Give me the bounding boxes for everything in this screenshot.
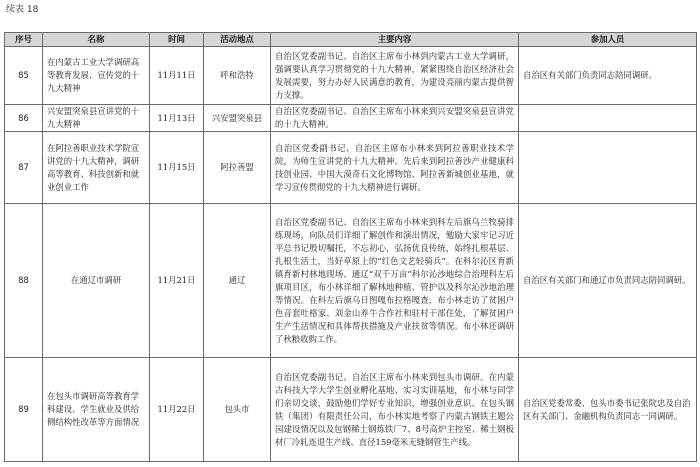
table-header-row [5, 33, 697, 47]
row-content: 自治区党委副书记、自治区主席布小林来到兴安盟突泉县宣讲党的十九大精神。 [271, 105, 519, 132]
header-time: 时间 [150, 33, 204, 47]
row-name: 在通辽市调研 [43, 204, 150, 358]
table-row [5, 105, 697, 132]
row-people: 自治区党委常委、包头市委书记张院忠及自治区有关部门、金融机构负责同志一同调研。 [519, 358, 697, 462]
table-row [5, 132, 697, 204]
table-row [5, 47, 697, 105]
row-name: 在阿拉善职业技术学院宣讲党的十九大精神，调研高等教育、科技创新和就业创业工作 [43, 132, 150, 204]
row-place: 通辽 [204, 204, 271, 358]
table-row [5, 358, 697, 462]
row-time: 11月22日 [150, 358, 204, 462]
header-no: 序号 [5, 33, 43, 47]
row-name: 在包头市调研高等教育学科建设、学生就业及供给侧结构性改革等方面情况 [43, 358, 150, 462]
row-time: 11月13日 [150, 105, 204, 132]
row-content: 自治区党委副书记、自治区主席布小林来到阿拉善职业技术学院，为师生宣讲党的十九大精神。先后来到阿拉善沙产业健康科技创业园、中国大漠奇石文化博物馆、阿拉善新城创业基地，就学习宣传贯彻党的十九大精神进行调研。 [271, 132, 519, 204]
table-caption: 续表 18 [6, 5, 39, 15]
row-place: 包头市 [204, 358, 271, 462]
row-no: 88 [5, 204, 43, 358]
header-people: 参加人员 [519, 33, 697, 47]
row-no: 89 [5, 358, 43, 462]
row-no: 85 [5, 47, 43, 105]
row-time: 11月21日 [150, 204, 204, 358]
header-name: 名称 [43, 33, 150, 47]
row-people [519, 132, 697, 204]
table-row [5, 204, 697, 358]
row-people [519, 105, 697, 132]
row-content: 自治区党委副书记、自治区主席布小林到内蒙古工业大学调研，强调要认真学习贯彻党的十九大精神，紧紧围绕自治区经济社会发展需要，努力办好人民满意的教育，为建设亮丽内蒙古提供智力支撑。 [271, 47, 519, 105]
row-people: 自治区有关部门和通辽市负责同志陪同调研。 [519, 204, 697, 358]
row-content: 自治区党委副书记、自治区主席布小林来到科左后旗乌兰牧骑排练现场，向队员们详细了解创作和演出情况，勉励大家牢记习近平总书记殷切嘱托，不忘初心，弘扬优良传统，始终扎根基层、扎根生活土，当好草原上的“红色文艺轻骑兵”。在科尔沁区育新镇育新村林地现场、通辽“双千万亩”科尔沁沙地综合治理科左后旗项目区，布小林详细了解林地种植、管护以及科尔沁沙地治理等情况。在科左后旗乌日图嘎布拉格嘎查，布小林走访了贫困户色音套吐格家、刘金山养牛合作社和驻村干部住处，了解贫困户生产生活情况和具体帮扶措施及产业扶贫等情况。布小林还调研了秋粮收购工作。 [271, 204, 519, 358]
header-content: 主要内容 [271, 33, 519, 47]
header-place: 活动地点 [204, 33, 271, 47]
row-no: 86 [5, 105, 43, 132]
row-name: 在内蒙古工业大学调研高等教育发展、宣传党的十九大精神 [43, 47, 150, 105]
row-people: 自治区有关部门负责同志陪同调研。 [519, 47, 697, 105]
row-name: 兴安盟突泉县宣讲党的十九大精神 [43, 105, 150, 132]
row-place: 兴安盟突泉县 [204, 105, 271, 132]
row-place: 阿拉善盟 [204, 132, 271, 204]
row-no: 87 [5, 132, 43, 204]
row-place: 呼和浩特 [204, 47, 271, 105]
row-time: 11月15日 [150, 132, 204, 204]
row-content: 自治区党委副书记、自治区主席布小林来到包头市调研。在内蒙古科技大学大学生创业孵化基地、实习实训基地，布小林与同学们亲切交谈，鼓励他们学好专业知识，增强创业意识。在包头钢铁（集团）有限责任公司，布小林实地考察了内蒙古钢铁主题公园建设情况以及包钢稀土钢炼铁厂7、8号高炉主控室、稀土钢板材厂冷轧连退生产线、直径159毫米无缝钢管生产线。 [271, 358, 519, 462]
activity-table [4, 32, 697, 462]
row-time: 11月11日 [150, 47, 204, 105]
